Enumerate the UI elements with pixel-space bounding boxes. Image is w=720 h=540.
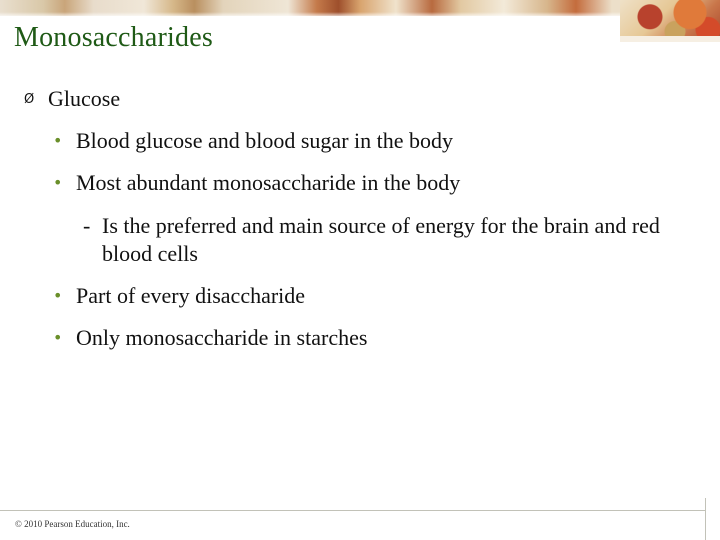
bullet-text: Most abundant monosaccharide in the body bbox=[76, 170, 461, 195]
bullet-text: Glucose bbox=[48, 86, 121, 111]
corner-divider bbox=[705, 498, 706, 540]
dash-bullet-icon: - bbox=[83, 213, 91, 238]
slide-title: Monosaccharides bbox=[14, 22, 213, 53]
corner-food-photo bbox=[620, 0, 720, 42]
copyright-footer: © 2010 Pearson Education, Inc. bbox=[15, 519, 130, 529]
header-food-photo bbox=[0, 0, 720, 16]
dot-bullet-icon: • bbox=[53, 328, 63, 347]
bullet-text: Is the preferred and main source of energy for the brain and red blood cells bbox=[102, 213, 660, 266]
bullet-text: Part of every disaccharide bbox=[76, 283, 306, 308]
bullet-text: Only monosaccharide in starches bbox=[76, 325, 368, 350]
footer-divider bbox=[0, 510, 705, 511]
dot-bullet-icon: • bbox=[53, 286, 63, 305]
dot-bullet-icon: • bbox=[53, 173, 63, 192]
bullet-level1 bbox=[24, 86, 121, 112]
arrow-bullet-icon: Ø bbox=[24, 92, 35, 107]
bullet-text: Blood glucose and blood sugar in the body bbox=[76, 128, 454, 153]
dot-bullet-icon: • bbox=[53, 131, 63, 150]
